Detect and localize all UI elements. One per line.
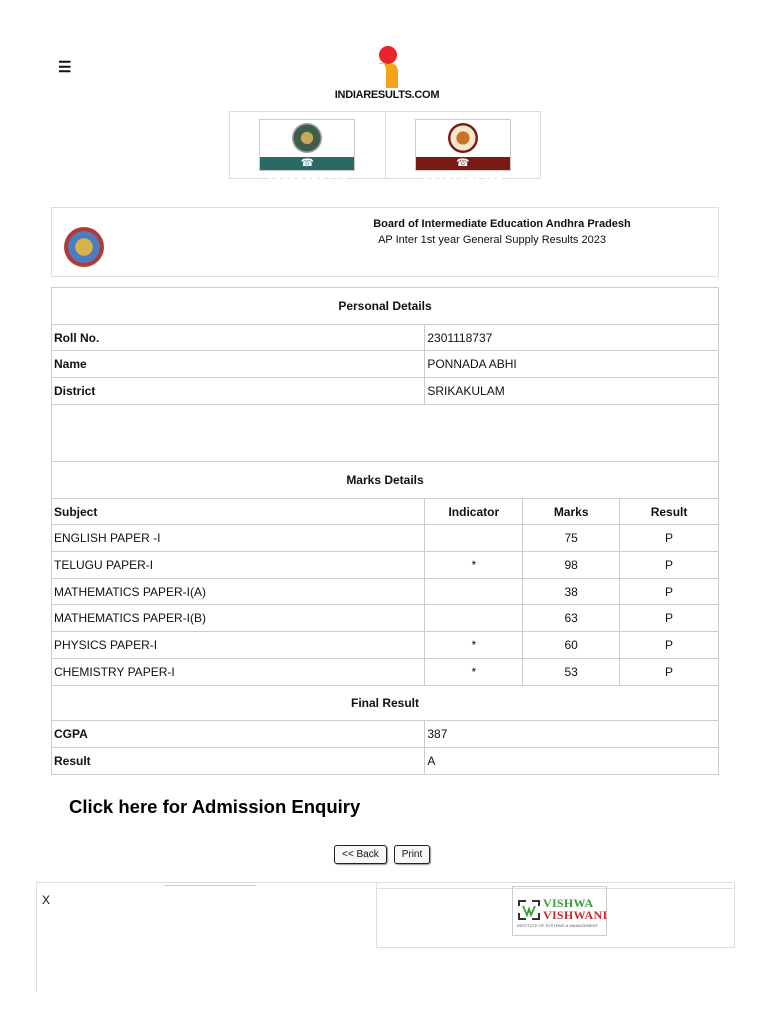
indicator-cell: * [425, 659, 523, 686]
final-result-row [52, 748, 719, 775]
result-cell: P [620, 525, 719, 552]
table-row [52, 552, 719, 579]
hamburger-menu-icon[interactable]: ☰ [58, 59, 72, 76]
ad-brand-line2: VISHWANI [543, 908, 608, 922]
result-cell: P [620, 659, 719, 686]
table-row [52, 605, 719, 632]
admission-enquiry-link[interactable]: Click here for Admission Enquiry [69, 796, 361, 817]
indicator-column-header: Indicator [425, 499, 523, 525]
results-table [51, 287, 719, 775]
vishwa-vishwani-ad[interactable] [512, 886, 607, 936]
spacer-cell [52, 405, 719, 462]
indicator-cell: * [425, 632, 523, 659]
ad-slot [376, 882, 735, 948]
result-cell: P [620, 632, 719, 659]
subject-cell: PHYSICS PAPER-I [52, 632, 425, 659]
site-logo[interactable] [332, 44, 442, 104]
roll-row [52, 325, 719, 351]
marks-cell: 98 [523, 552, 620, 579]
subject-cell: CHEMISTRY PAPER-I [52, 659, 425, 686]
cgpa-label: CGPA [52, 721, 425, 748]
personal-details-heading: Personal Details [52, 288, 719, 325]
sponsor-card-1[interactable] [259, 119, 355, 182]
cgpa-value: 387 [425, 721, 719, 748]
marks-cell: 75 [523, 525, 620, 552]
sponsor-card-2[interactable] [415, 119, 511, 182]
marks-cell: 53 [523, 659, 620, 686]
logo-mark-icon [374, 44, 400, 88]
sponsor-phone-1: ☎ 08035018446 [260, 157, 354, 170]
district-row [52, 378, 719, 405]
table-row [52, 632, 719, 659]
result-column-header: Result [620, 499, 719, 525]
vishwa-logo-icon [518, 900, 540, 920]
print-button[interactable]: Print [394, 845, 431, 864]
result-cell: P [620, 579, 719, 605]
marks-header-row [52, 499, 719, 525]
name-row [52, 351, 719, 378]
subject-cell: MATHEMATICS PAPER-I(B) [52, 605, 425, 632]
result-cell: P [620, 605, 719, 632]
marks-cell: 38 [523, 579, 620, 605]
roll-label: Roll No. [52, 325, 425, 351]
final-result-value: A [425, 748, 719, 775]
indicator-cell [425, 605, 523, 632]
exam-title: AP Inter 1st year General Supply Results 2023 [378, 234, 606, 246]
table-row [52, 659, 719, 686]
sponsor-banner [229, 111, 541, 182]
final-result-label: Result [52, 748, 425, 775]
subject-cell: MATHEMATICS PAPER-I(A) [52, 579, 425, 605]
board-header [51, 207, 719, 277]
sponsor-slot-2 [385, 112, 541, 182]
indicator-cell [425, 579, 523, 605]
subject-cell: ENGLISH PAPER -I [52, 525, 425, 552]
table-row [52, 525, 719, 552]
marks-cell: 63 [523, 605, 620, 632]
indicator-cell [425, 525, 523, 552]
ad-tab-line [164, 885, 256, 886]
district-value: SRIKAKULAM [425, 378, 719, 405]
sponsor-slot-1 [230, 112, 385, 182]
university-seal-icon [292, 123, 322, 153]
final-result-heading: Final Result [52, 686, 719, 721]
district-label: District [52, 378, 425, 405]
subject-cell: TELUGU PAPER-I [52, 552, 425, 579]
ad-left-border [36, 882, 37, 992]
table-row [52, 579, 719, 605]
ad-brand-tagline: INSTITUTE OF SYSTEMS & MANAGEMENT [517, 923, 599, 928]
ad-area [36, 882, 733, 992]
college-seal-icon [448, 123, 478, 153]
board-emblem-icon [64, 227, 104, 267]
logo-text: INDIARESULTS.COM [334, 89, 440, 101]
ad-brand-line1: VISHWA [543, 896, 594, 910]
marks-cell: 60 [523, 632, 620, 659]
marks-column-header: Marks [523, 499, 620, 525]
indicator-cell: * [425, 552, 523, 579]
cgpa-row [52, 721, 719, 748]
sponsor-phone-2: ☎ 08035018452 [416, 157, 510, 170]
marks-details-heading: Marks Details [52, 462, 719, 499]
result-cell: P [620, 552, 719, 579]
close-ad-button[interactable]: X [42, 893, 51, 907]
roll-value: 2301118737 [425, 325, 719, 351]
subject-column-header: Subject [52, 499, 425, 525]
board-title: Board of Intermediate Education Andhra Pradesh [373, 218, 631, 230]
back-button[interactable]: << Back [334, 845, 387, 864]
name-value: PONNADA ABHI [425, 351, 719, 378]
action-buttons [334, 845, 430, 864]
name-label: Name [52, 351, 425, 378]
